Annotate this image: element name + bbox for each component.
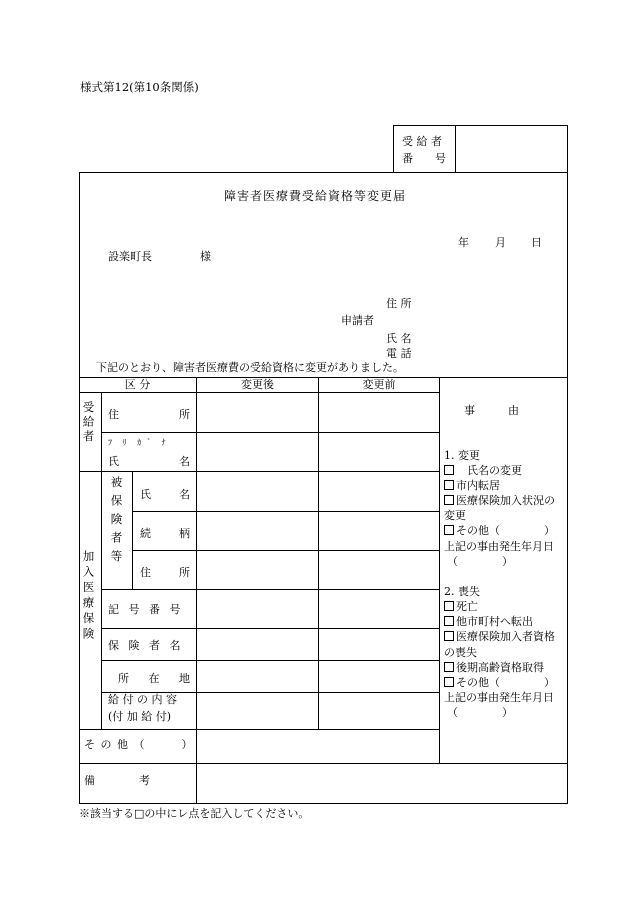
insured-name-label: 氏 名: [140, 488, 190, 501]
change-date-field[interactable]: （ ）: [447, 555, 513, 568]
other-label: そ の 他 （ ）: [84, 738, 194, 751]
benefit-label-line2: (付 加 給 付): [108, 710, 172, 723]
date-day: 日: [531, 236, 542, 249]
header-before: 変更前: [362, 378, 396, 391]
after-benefit-field[interactable]: [197, 693, 317, 728]
recipient-address-label: 住 所: [108, 408, 190, 421]
loss-insurance-cont: の喪失: [444, 646, 477, 659]
other-field[interactable]: [197, 730, 438, 762]
change-date-label: 上記の事由発生年月日: [444, 540, 554, 553]
loss-moveout-option[interactable]: 他市町村へ転出: [444, 615, 533, 628]
recipient-label-line2: 番 号: [402, 152, 446, 165]
after-symbol-number-field[interactable]: [197, 590, 317, 627]
applicant-phone-label: 電 話: [386, 347, 412, 360]
insured-group-label: 被保険者等: [109, 476, 124, 569]
header-after: 変更後: [241, 378, 274, 391]
footnote: ※該当する□の中にレ点を記入してください。: [79, 807, 310, 820]
loss-date-label: 上記の事由発生年月日: [444, 691, 554, 704]
before-relationship-field[interactable]: [319, 512, 438, 549]
after-recipient-name-field[interactable]: [197, 433, 317, 470]
loss-insurance-option[interactable]: 医療保険加入者資格: [444, 630, 555, 643]
after-insured-name-field[interactable]: [197, 472, 317, 510]
benefit-label-line1: 給 付 の 内 容: [108, 693, 177, 706]
before-location-field[interactable]: [319, 661, 438, 691]
recipient-group-label: 受給者: [81, 401, 96, 445]
applicant-name-label: 氏 名: [386, 332, 412, 345]
col-line: [132, 471, 133, 589]
before-symbol-number-field[interactable]: [319, 590, 438, 627]
checkbox[interactable]: [444, 601, 454, 611]
insurance-group-label: 加入医療保険: [81, 550, 96, 643]
checkbox[interactable]: [444, 495, 454, 505]
after-insured-address-field[interactable]: [197, 551, 317, 588]
change-other-option[interactable]: その他（ ）: [444, 524, 555, 537]
recipient-name-label: 氏 名: [108, 455, 190, 468]
date-year: 年: [458, 236, 469, 249]
change-name-option[interactable]: 氏名の変更: [444, 464, 522, 477]
remarks-label: 備 考: [84, 774, 150, 787]
applicant-address-label: 住 所: [386, 297, 412, 310]
insurer-name-label: 保 険 者 名: [108, 639, 184, 652]
relationship-label: 続 柄: [140, 527, 190, 540]
intro-text: 下記のとおり、障害者医療費の受給資格に変更がありました。: [96, 361, 404, 374]
form-number: 様式第12(第10条関係): [80, 80, 199, 94]
before-insurer-name-field[interactable]: [319, 629, 438, 659]
loss-other-option[interactable]: その他（ ）: [444, 676, 555, 689]
loss-date-field[interactable]: （ ）: [447, 706, 513, 719]
recipient-label-line1: 受 給 者: [402, 135, 442, 148]
loss-death-option[interactable]: 死亡: [444, 600, 478, 613]
change-insurance-cont: 変更: [444, 509, 466, 522]
after-location-field[interactable]: [197, 661, 317, 691]
date-month: 月: [495, 236, 506, 249]
checkbox[interactable]: [444, 480, 454, 490]
col-line: [439, 377, 440, 763]
checkbox[interactable]: [444, 525, 454, 535]
checkbox[interactable]: [444, 631, 454, 641]
symbol-number-label: 記 号 番 号: [108, 603, 184, 616]
change-title: 1. 変更: [444, 449, 480, 462]
checkbox[interactable]: [444, 465, 454, 475]
change-move-option[interactable]: 市内転居: [444, 479, 500, 492]
before-recipient-address-field[interactable]: [319, 393, 438, 431]
reasons-header: 事 由: [464, 404, 519, 417]
change-insurance-option[interactable]: 医療保険加入状況の: [444, 494, 555, 507]
addressee-suffix: 様: [200, 250, 211, 263]
before-insured-address-field[interactable]: [319, 551, 438, 588]
col-line: [101, 392, 102, 729]
before-recipient-name-field[interactable]: [319, 433, 438, 470]
insured-address-label: 住 所: [140, 566, 190, 579]
checkbox[interactable]: [444, 616, 454, 626]
after-relationship-field[interactable]: [197, 512, 317, 549]
header-category: 区 分: [124, 378, 151, 391]
form-title: 障害者医療費受給資格等変更届: [223, 189, 406, 203]
location-label: 所 在 地: [118, 672, 190, 685]
before-benefit-field[interactable]: [319, 693, 438, 728]
checkbox[interactable]: [444, 662, 454, 672]
after-recipient-address-field[interactable]: [197, 393, 317, 431]
applicant-label: 申請者: [341, 314, 374, 327]
checkbox[interactable]: [444, 677, 454, 687]
after-insurer-name-field[interactable]: [197, 629, 317, 659]
loss-title: 2. 喪失: [444, 585, 480, 598]
recipient-number-field[interactable]: [456, 126, 566, 172]
loss-elderly-option[interactable]: 後期高齢資格取得: [444, 661, 544, 674]
before-insured-name-field[interactable]: [319, 472, 438, 510]
remarks-field[interactable]: [197, 764, 567, 803]
addressee-name: 設楽町長: [108, 250, 152, 263]
furigana-label: ﾌ ﾘ ｶ ﾞ ﾅ: [108, 438, 170, 447]
